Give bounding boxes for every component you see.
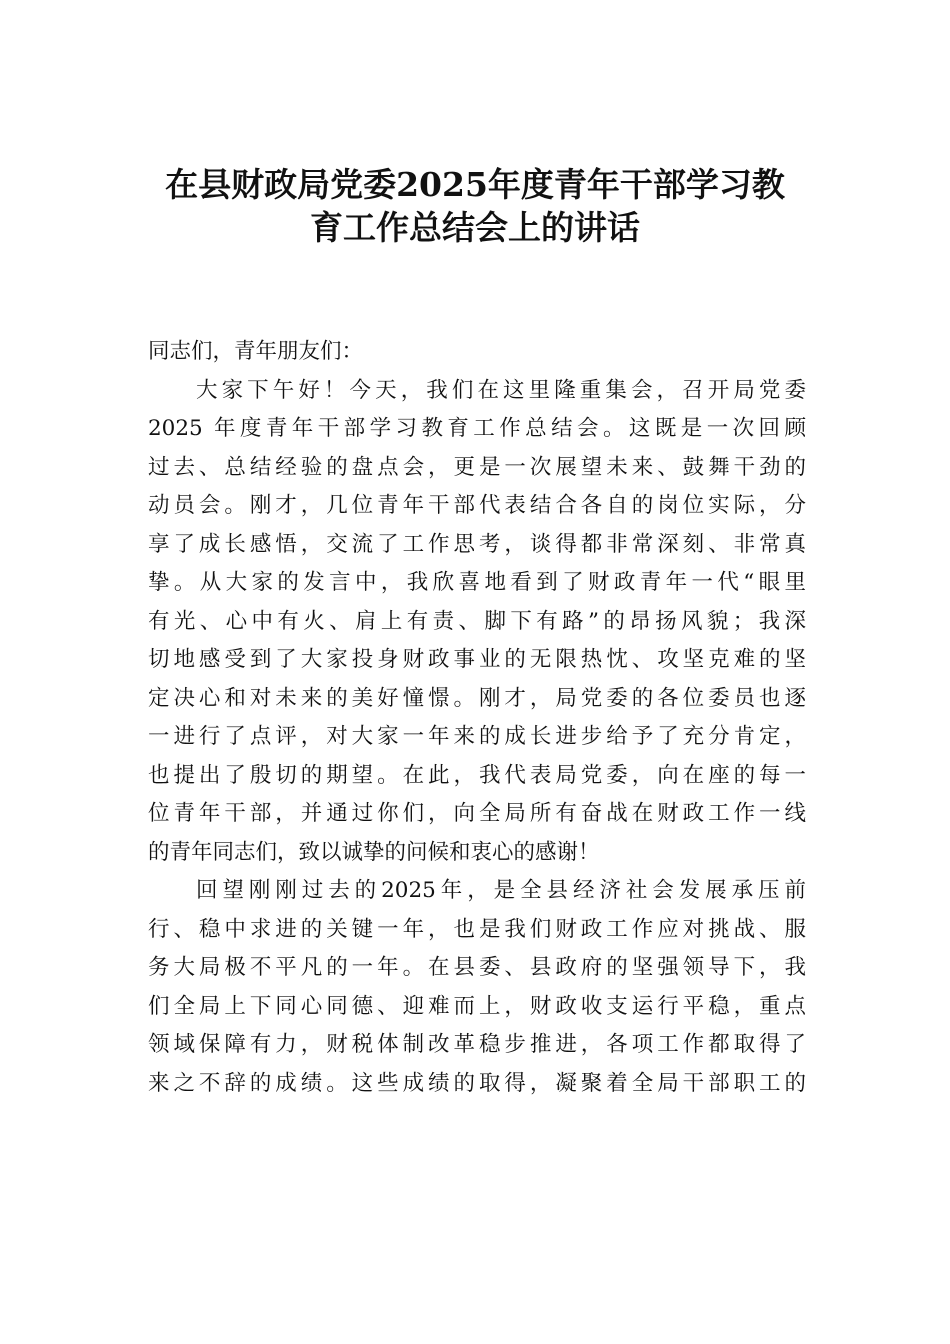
- paragraph-line: 享了成长感悟，交流了工作思考，谈得都非常深刻、非常真: [148, 531, 806, 557]
- paragraph-line: 也提出了殷切的期望。在此，我代表局党委，向在座的每一: [148, 762, 806, 788]
- salutation: 同志们，青年朋友们：: [148, 339, 364, 364]
- paragraph-line: 2025 年度青年干部学习教育工作总结会。这既是一次回顾: [148, 416, 806, 441]
- paragraph-line: 来之不辞的成绩。这些成绩的取得，凝聚着全局干部职工的: [148, 1070, 806, 1096]
- paragraph: [148, 372, 806, 873]
- document-title-line-2: 育工作总结会上的讲话: [310, 208, 640, 247]
- paragraph-line: 回望刚刚过去的2025年，是全县经济社会发展承压前: [196, 878, 806, 903]
- paragraph-line: 切地感受到了大家投身财政事业的无限热忱、攻坚克难的坚: [148, 647, 806, 672]
- paragraph-line: 一进行了点评，对大家一年来的成长进步给予了充分肯定，: [148, 724, 806, 749]
- paragraph-line: 行、稳中求进的关键一年，也是我们财政工作应对挑战、服: [148, 916, 806, 942]
- paragraph-line: 挚。从大家的发言中，我欣喜地看到了财政青年一代“眼里: [148, 570, 806, 595]
- document-title-line-1: 在县财政局党委2025年度青年干部学习教: [165, 165, 785, 204]
- paragraph-line: 位青年干部，并通过你们，向全局所有奋战在财政工作一线: [148, 801, 806, 826]
- paragraph-line: 有光、心中有火、肩上有责、脚下有路”的昂扬风貌；我深: [148, 608, 806, 634]
- paragraph-line: 定决心和对未来的美好憧憬。刚才，局党委的各位委员也逐: [148, 685, 806, 711]
- paragraph: [148, 872, 806, 1103]
- paragraph-line: 领域保障有力，财税体制改革稳步推进，各项工作都取得了: [148, 1032, 806, 1057]
- paragraph-line: 大家下午好！今天，我们在这里隆重集会，召开局党委: [196, 377, 806, 403]
- paragraph-line: 动员会。刚才，几位青年干部代表结合各自的岗位实际，分: [148, 493, 806, 518]
- document-body: [148, 333, 806, 1103]
- paragraph-line: 们全局上下同心同德、迎难而上，财政收支运行平稳，重点: [148, 993, 806, 1019]
- paragraph-line: 的青年同志们，致以诚挚的问候和衷心的感谢！: [148, 839, 600, 865]
- paragraph-line: 过去、总结经验的盘点会，更是一次展望未来、鼓舞干劲的: [148, 454, 806, 480]
- paragraph-line: 务大局极不平凡的一年。在县委、县政府的坚强领导下，我: [148, 955, 806, 980]
